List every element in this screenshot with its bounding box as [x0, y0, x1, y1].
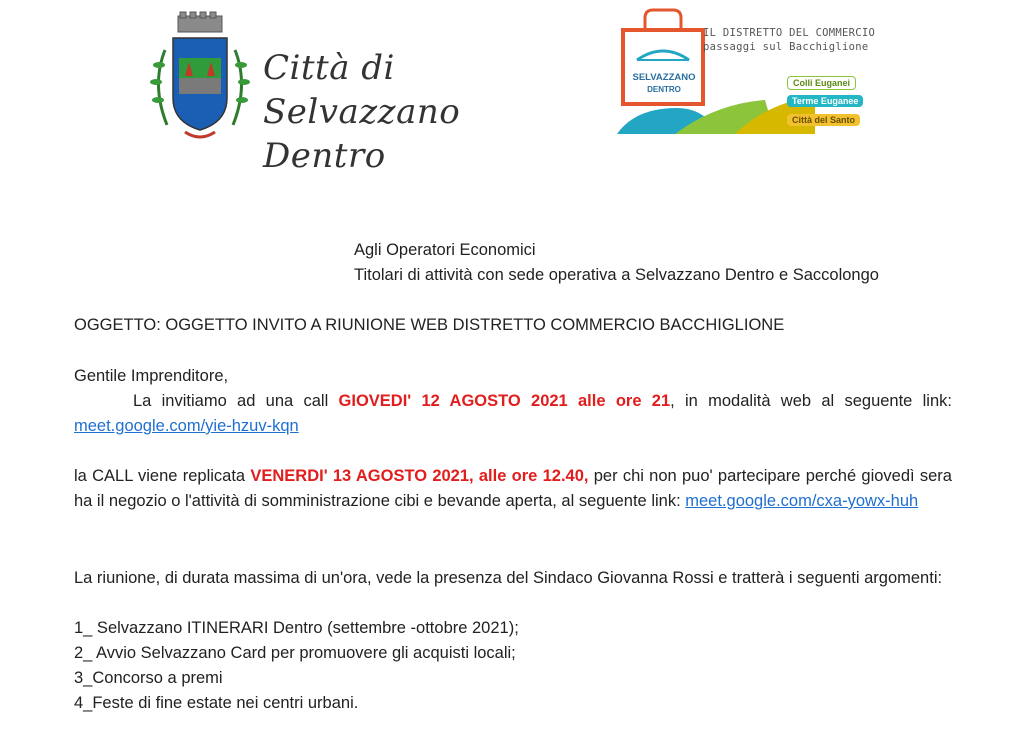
para2-text: la CALL viene replicata [74, 467, 251, 485]
recipients-line1: Agli Operatori Economici [354, 241, 536, 259]
recipients [354, 238, 1024, 288]
second-call-link[interactable]: meet.google.com/cxa-yowx-huh [685, 492, 919, 510]
paragraph-first-call [74, 389, 952, 439]
district-title [703, 26, 875, 54]
bag-label-line2: DENTRO [647, 85, 681, 94]
subject-line: OGGETTO: OGGETTO INVITO A RIUNIONE WEB DISTRETTO COMMERCIO BACCHIGLIONE [74, 316, 785, 334]
paragraph-second-call [74, 464, 952, 514]
agenda-item: 1_ Selvazzano ITINERARI Dentro (settembre -ottobre 2021); [74, 619, 519, 637]
bag-label [625, 72, 703, 96]
para1-text: La invitiamo ad una call [133, 392, 339, 410]
tag-citta-del-santo: Città del Santo [787, 114, 860, 126]
coat-of-arms-icon [145, 10, 255, 145]
tag-colli-euganei: Colli Euganei [787, 76, 856, 90]
bag-label-line1: SELVAZZANO [632, 72, 696, 83]
para1-text-cont: , in modalità web al seguente link: [670, 392, 952, 410]
city-logo [145, 10, 525, 176]
city-name [263, 46, 525, 178]
second-call-date: VENERDI' 13 AGOSTO 2021, alle ore 12.40, [250, 467, 589, 485]
recipients-line2: Titolari di attività con sede operativa a Selvazzano Dentro e Saccolongo [354, 266, 879, 284]
tag-terme-euganee: Terme Euganee [787, 95, 863, 107]
first-call-date: GIOVEDI' 12 AGOSTO 2021 alle ore 21 [338, 392, 671, 410]
agenda-item: 4_Feste di fine estate nei centri urbani. [74, 694, 359, 712]
city-name-line2: Selvazzano Dentro [263, 92, 461, 176]
district-title-line2: passaggi sul Bacchiglione [703, 41, 869, 53]
agenda-item: 3_Concorso a premi [74, 669, 223, 687]
city-name-line1: Città di [263, 48, 395, 88]
agenda-list [74, 616, 952, 716]
first-call-link[interactable]: meet.google.com/yie-hzuv-kqn [74, 417, 299, 435]
district-logo [615, 8, 885, 138]
paragraph-meeting-info: La riunione, di durata massima di un'ora, vede la presenza del Sindaco Giovanna Rossi e tratterà i seguenti argomenti: [74, 569, 943, 587]
agenda-item: 2_ Avvio Selvazzano Card per promuovere gli acquisti locali; [74, 644, 516, 662]
salutation: Gentile Imprenditore, [74, 367, 229, 385]
para2-text-cont: per chi non puo' partecipare perché giovedì sera ha il negozio o l'attività di somministrazione cibi e bevande aperta, al seguente link: [74, 467, 952, 510]
district-title-line1: IL DISTRETTO DEL COMMERCIO [703, 27, 876, 39]
